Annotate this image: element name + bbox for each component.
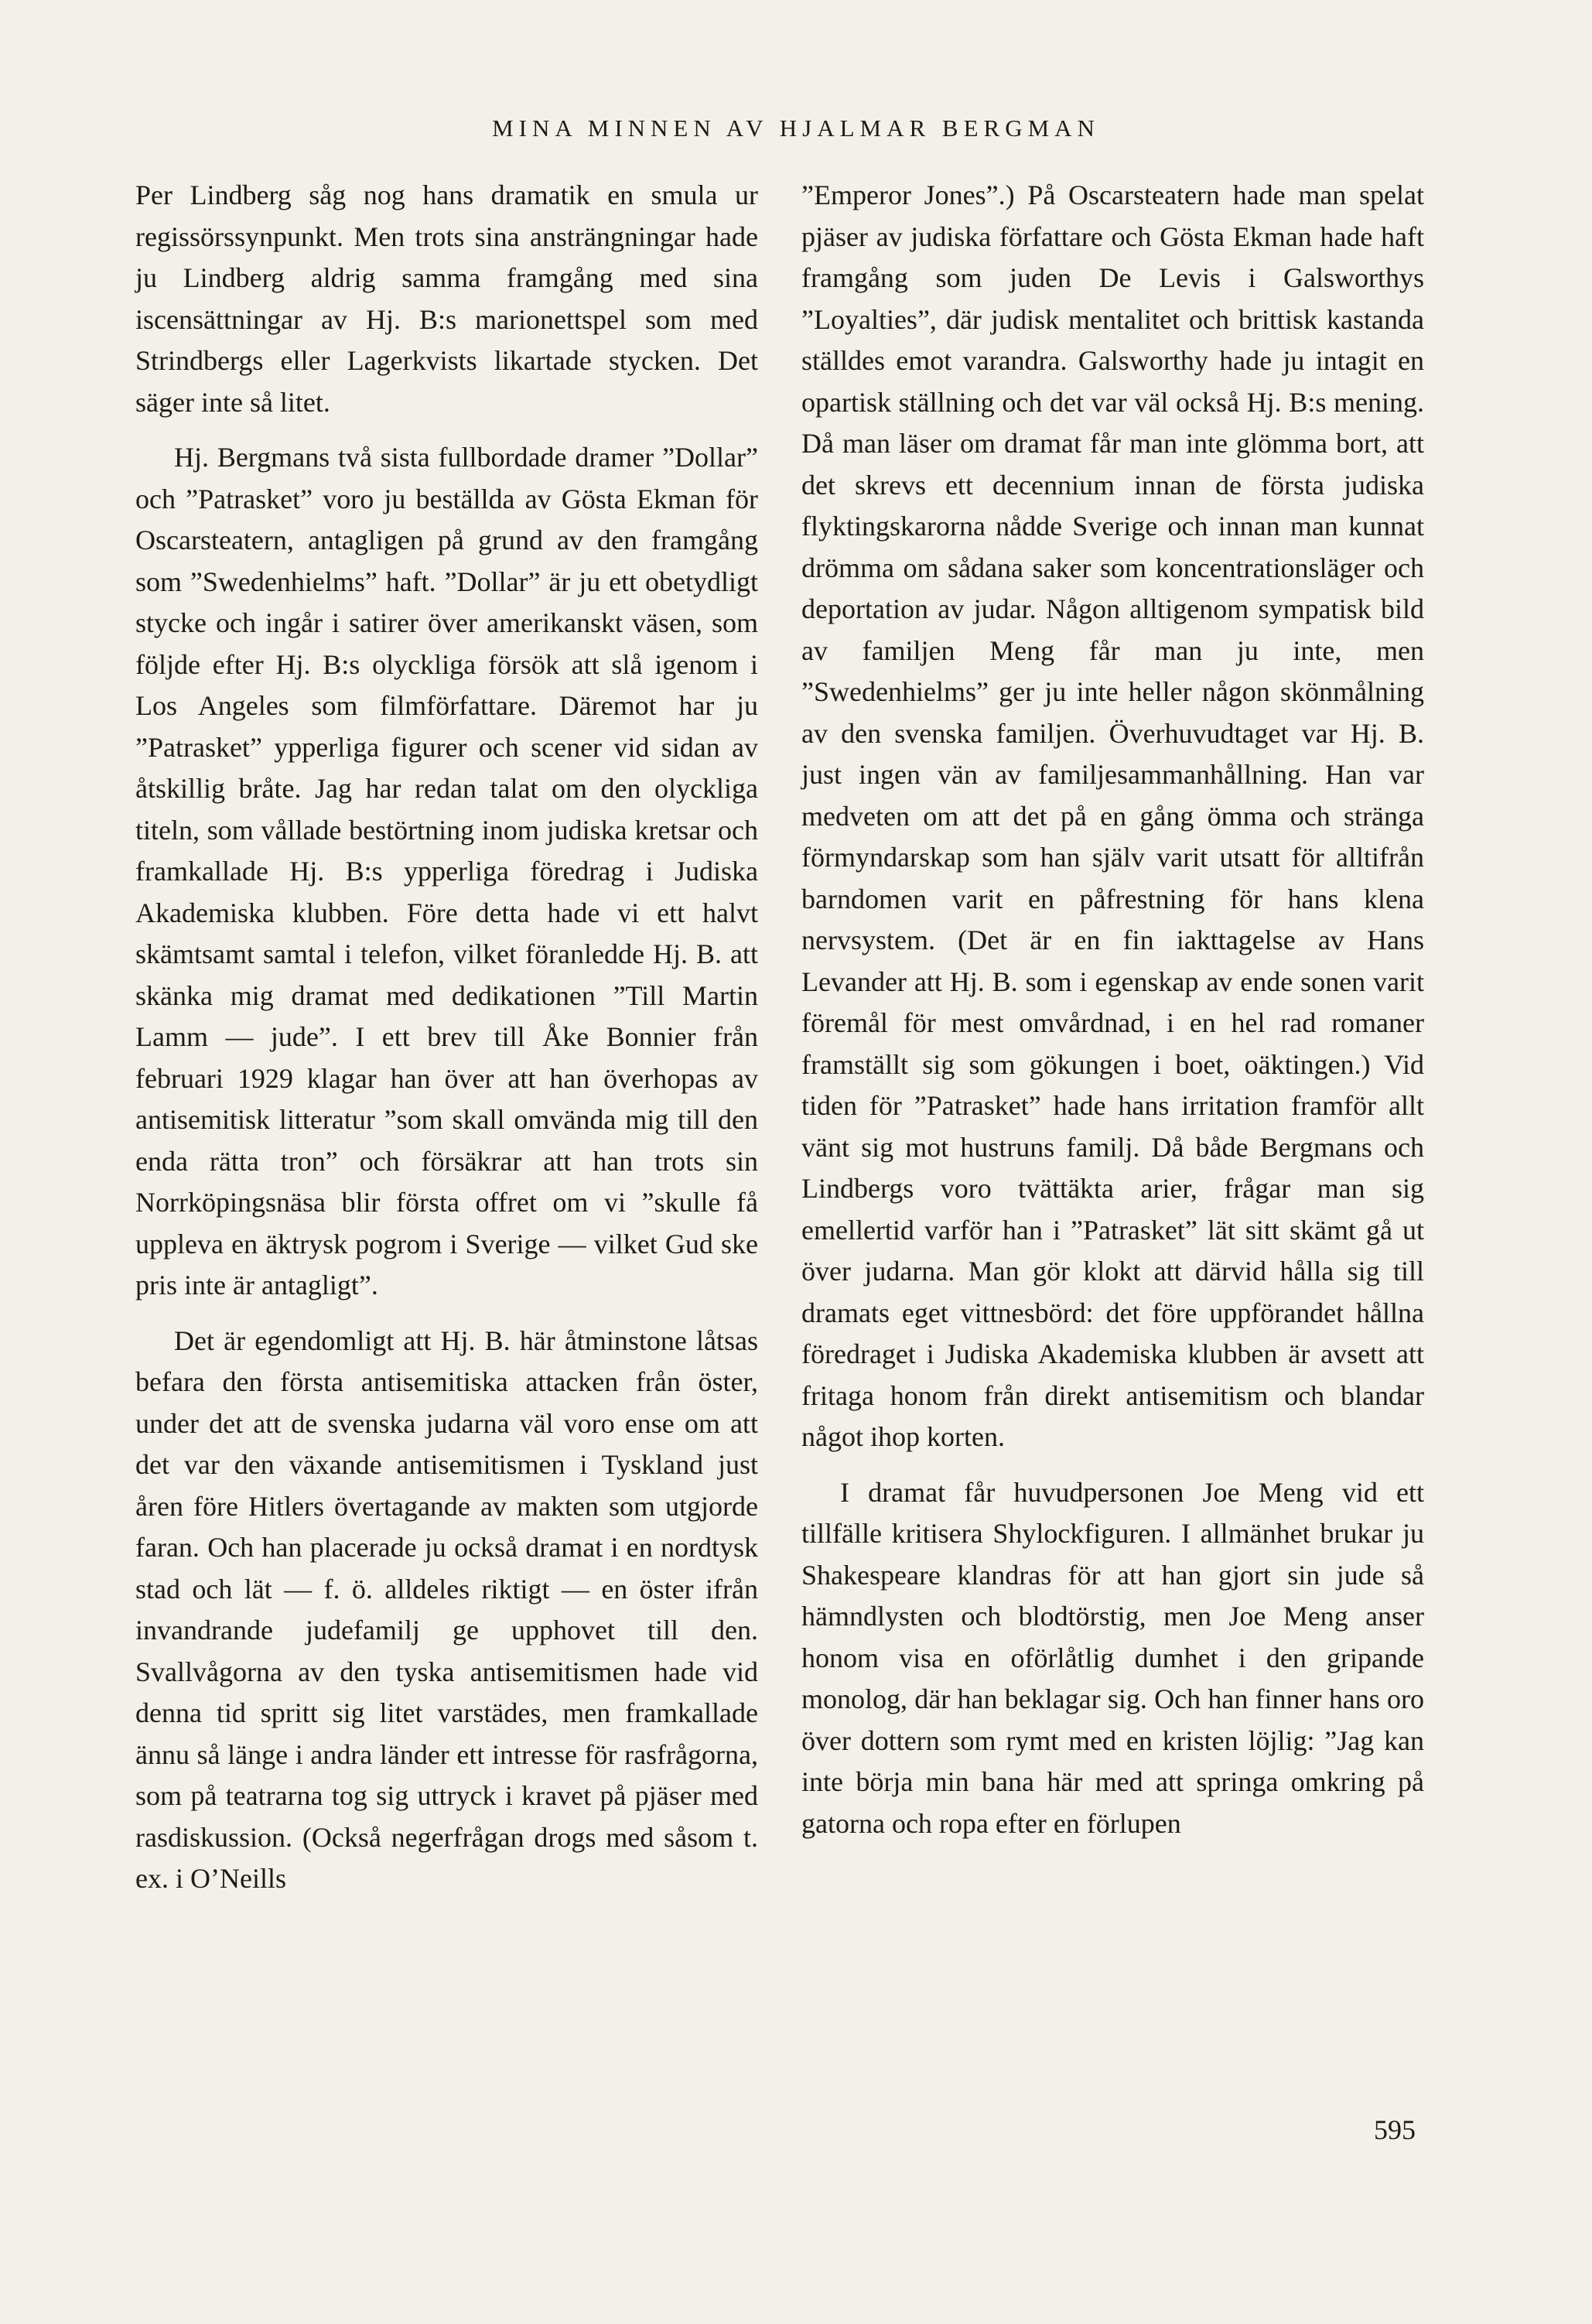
right-column [801, 175, 1424, 1844]
paragraph: ”Emperor Jones”.) På Oscarsteatern hade man spelat pjäser av judiska författare och Gösta Ekman hade haft framgång som juden De Levis i Galsworthys ”Loyalties”, där judisk mentalitet och brittisk kastanda ställdes emot varandra. Galsworthy hade ju intagit en opartisk ställning och det var väl också Hj. B:s mening. Då man läser om dramat får man inte glömma bort, att det skrevs ett decennium innan de första judiska flyktingskarorna nådde Sverige och innan man kunnat drömma om sådana saker som koncentrationsläger och deportation av judar. Någon alltigenom sympatisk bild av familjen Meng får man ju inte, men ”Swedenhielms” ger ju inte heller någon skönmålning av den svenska familjen. Överhuvudtaget var Hj. B. just ingen vän av familjesammanhållning. Han var medveten om att det på en gång ömma och stränga förmyndarskap som han själv varit utsatt för alltifrån barndomen varit en påfrestning för hans klena nervsystem. (Det är en fin iakttagelse av Hans Levander att Hj. B. som i egenskap av ende sonen varit föremål för mest omvårdnad, i en hel rad romaner framställt sig som gökungen i boet, oäktingen.) Vid tiden för ”Patrasket” hade hans irritation framför allt vänt sig mot hustruns familj. Då både Bergmans och Lindbergs voro tvättäkta arier, frågar man sig emellertid varför han i ”Patrasket” lät sitt skämt gå ut över judarna. Man gör klokt att därvid hålla sig till dramats eget vittnesbörd: det före uppförandet hållna föredraget i Judiska Akademiska klubben är avsett att fritaga honom från direkt antisemitism och blandar något ihop korten. [801, 179, 1424, 1452]
paragraph: I dramat får huvudpersonen Joe Meng vid ett tillfälle kritisera Shylockfiguren. I allmänhet brukar ju Shakespeare klandras för att han gjort sin jude så hämndlysten och blodtörstig, men Joe Meng anser honom visa en oförlåtlig dumhet i den gripande monolog, där han beklagar sig. Och han finner hans oro över dottern som rymt med en kristen löjlig: ”Jag kan inte börja min bana här med att springa omkring på gatorna och ropa efter en förlupen [801, 1476, 1424, 1839]
running-header: MINA MINNEN AV HJALMAR BERGMAN [492, 114, 1100, 142]
paragraph: Det är egendomligt att Hj. B. här åtminstone låtsas befara den första antisemitiska attacken från öster, under det att de svenska judarna väl voro ense om att det var den växande antisemitismen i Tyskland just åren före Hitlers övertagande av makten som utgjorde faran. Och han placerade ju också dramat i en nordtysk stad och lät — f. ö. alldeles riktigt — en öster ifrån invandrande judefamilj ge upphovet till den. Svallvågorna av den tyska antisemitismen hade vid denna tid spritt sig litet varstädes, men framkallade ännu så länge i andra länder ett intresse för rasfrågorna, som på teatrarna tog sig uttryck i kravet på pjäser med rasdiskussion. (Också negerfrågan drogs med såsom t. ex. i O’Neills [135, 1324, 758, 1894]
left-column [135, 175, 758, 1900]
paragraph: Hj. Bergmans två sista fullbordade dramer ”Dollar” och ”Patrasket” voro ju beställda av Gösta Ekman för Oscarsteatern, antagligen på grund av den framgång som ”Swedenhielms” haft. ”Dollar” är ju ett obetydligt stycke och ingår i satirer över amerikanskt väsen, som följde efter Hj. B:s olyckliga försök att slå igenom i Los Angeles som filmförfattare. Däremot har ju ”Patrasket” ypperliga figurer och scener vid sidan av åtskillig bråte. Jag har redan talat om den olyckliga titeln, som vållade bestörtning inom judiska kretsar och framkallade Hj. B:s ypperliga föredrag i Judiska Akademiska klubben. Före detta hade vi ett halvt skämtsamt samtal i telefon, vilket föranledde Hj. B. att skänka mig dramat med dedikationen ”Till Martin Lamm — jude”. I ett brev till Åke Bonnier från februari 1929 klagar han över att han överhopas av antisemitisk litteratur ”som skall omvända mig till den enda rätta tron” och försäkrar att han trots sin Norrköpingsnäsa blir första offret om vi ”skulle få uppleva en äktrysk pogrom i Sverige — vilket Gud ske pris inte är antagligt”. [135, 442, 758, 1300]
page-number: 595 [1374, 2114, 1416, 2145]
paragraph: Per Lindberg såg nog hans dramatik en smula ur regissörssynpunkt. Men trots sina ansträngningar hade ju Lindberg aldrig samma framgång med sina iscensättningar av Hj. B:s marionettspel som med Strindbergs eller Lagerkvists likartade stycken. Det säger inte så litet. [135, 179, 758, 418]
